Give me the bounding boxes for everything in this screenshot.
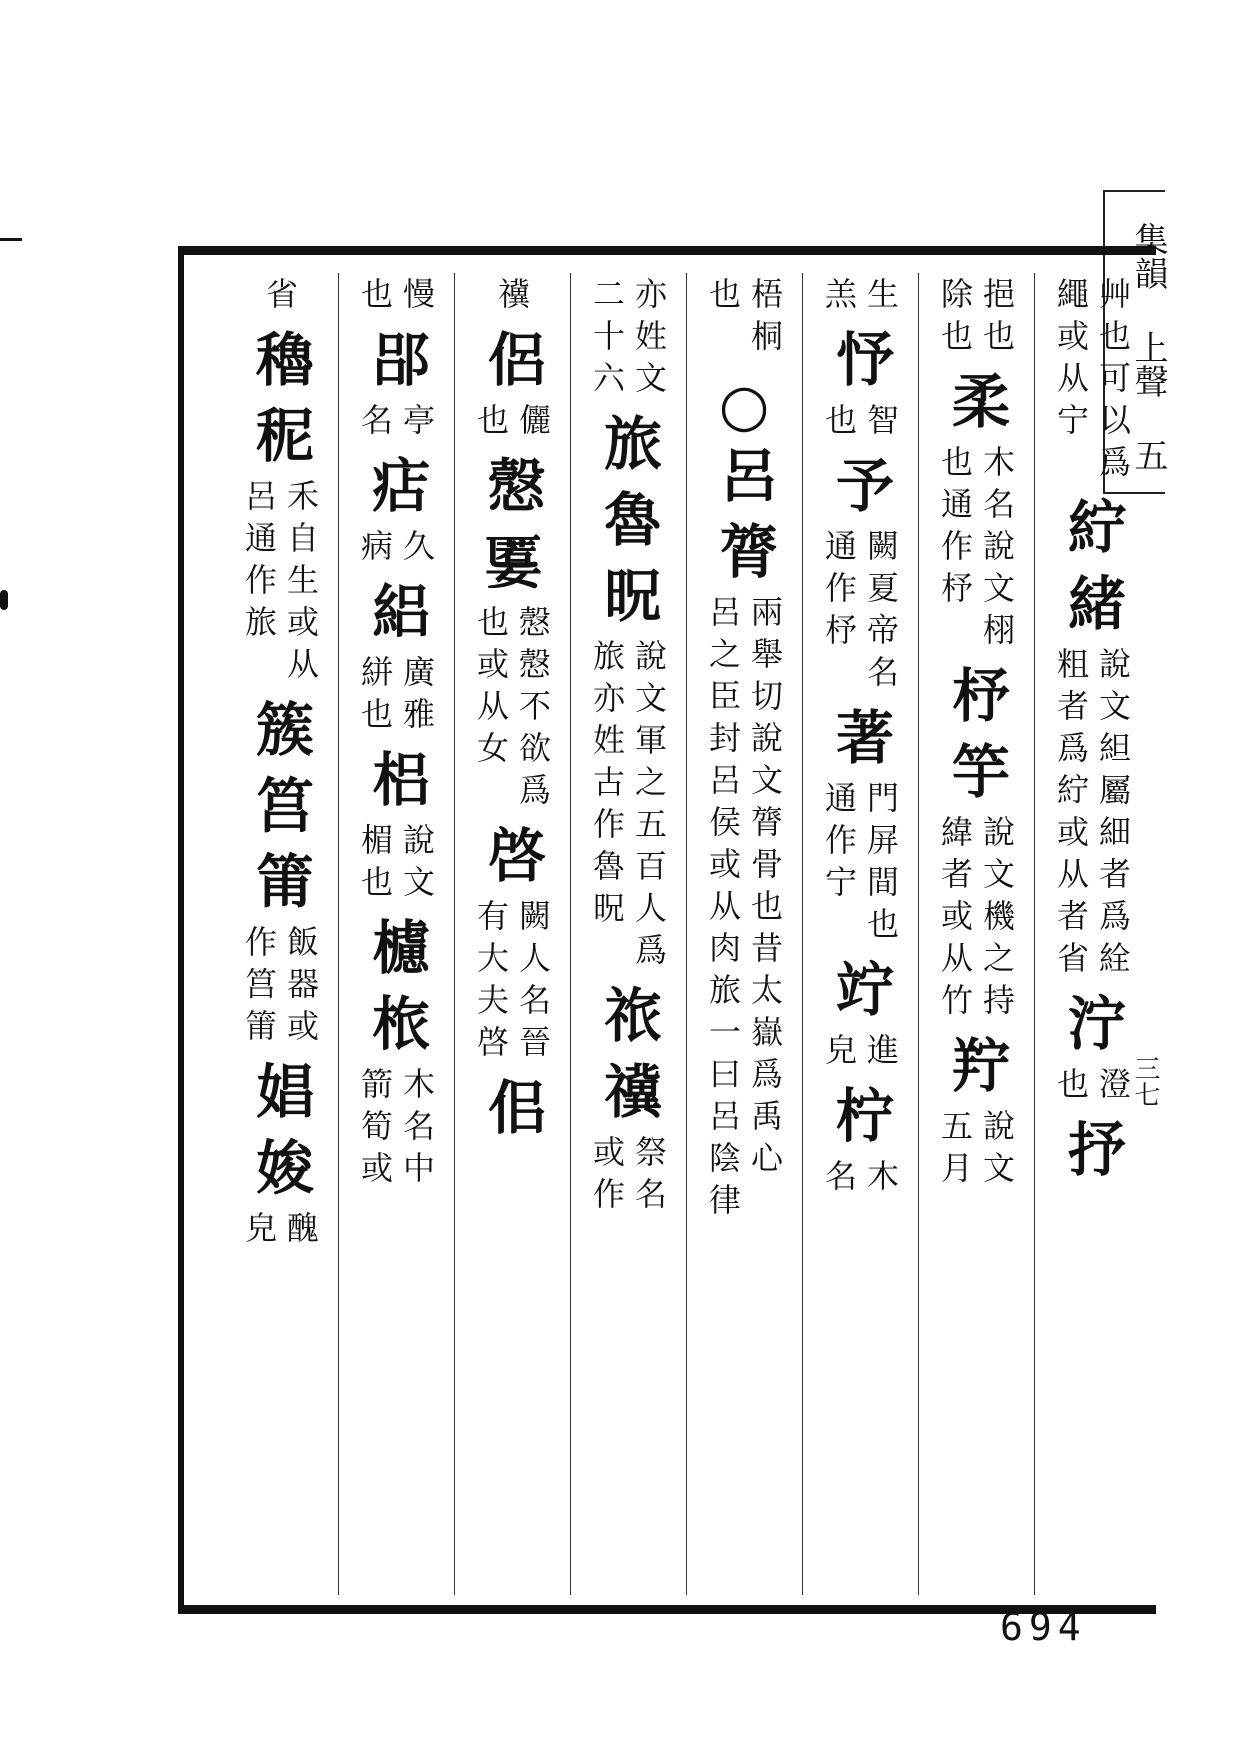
annotation-line: 慢 — [398, 277, 436, 319]
annotation-line: 五月 — [936, 1109, 974, 1193]
annotation-line: 說文軍之五百人爲 — [630, 639, 668, 975]
headword: 絽 — [362, 581, 430, 645]
headword: 佀 — [478, 1077, 546, 1141]
headword: 竽 — [942, 741, 1010, 805]
annotation — [240, 1211, 320, 1253]
annotation-line: 羔 — [820, 277, 858, 319]
annotation-line: 名 — [820, 1159, 858, 1201]
headword: 啓 — [478, 825, 546, 889]
annotation-line: 禾自生或从 — [282, 479, 320, 689]
annotation — [1052, 277, 1132, 487]
annotation-line: 絣也 — [356, 655, 394, 739]
text-column — [1034, 273, 1150, 1595]
annotation — [1052, 1067, 1132, 1109]
annotation — [472, 899, 552, 1067]
headword: 𡠷 — [478, 531, 546, 595]
text-column — [802, 273, 919, 1595]
headword: 竚 — [826, 959, 894, 1023]
annotation-line: 亭 — [398, 403, 436, 445]
annotation-line: 艸也可以爲 — [1094, 277, 1132, 487]
text-column — [918, 273, 1035, 1595]
annotation-line: 病 — [356, 529, 394, 571]
annotation-line: 有大夫啓 — [472, 899, 510, 1067]
annotation-line: 梧桐 — [746, 277, 784, 361]
annotation-line: 也通作杼 — [936, 445, 974, 613]
headword: 旅 — [594, 413, 662, 477]
headword: 紵 — [1058, 497, 1126, 561]
annotation-line: 進 — [862, 1033, 900, 1075]
page-number: 694 — [1000, 1605, 1087, 1649]
headword: 泞 — [1058, 993, 1126, 1057]
annotation — [820, 1159, 900, 1201]
page-header-tab: 集韻 上聲 五 — [1103, 190, 1165, 494]
annotation — [356, 823, 436, 907]
annotation-line: 旅亦姓古作魯㫛 — [588, 639, 626, 933]
annotation-line: 兩舉切說文膂骨也昔太嶽爲禹心 — [746, 595, 784, 1183]
side-marker: 三七 — [1130, 1055, 1160, 1107]
text-frame — [178, 246, 1160, 1614]
annotation — [820, 277, 900, 319]
headword: 羜 — [942, 1035, 1010, 1099]
annotation — [356, 529, 436, 571]
text-column — [570, 273, 687, 1595]
annotation-line: 智 — [862, 403, 900, 445]
annotation-line: 也 — [472, 403, 510, 445]
annotation-line: 名 — [356, 403, 394, 445]
annotation-line: 皃 — [820, 1033, 858, 1075]
annotation-line: 二十六 — [588, 277, 626, 403]
annotation-line: 或作 — [588, 1135, 626, 1219]
annotation — [704, 277, 784, 361]
text-column — [338, 273, 455, 1595]
annotation — [240, 925, 320, 1051]
text-column — [454, 273, 571, 1595]
text-column — [686, 273, 803, 1595]
headword: 郘 — [362, 329, 430, 393]
annotation-line: 也或从女 — [472, 605, 510, 773]
annotation-line: 木 — [862, 1159, 900, 1201]
annotation — [472, 403, 552, 445]
headword: 簇 — [246, 699, 314, 763]
annotation-line: 木名中 — [398, 1067, 436, 1193]
annotation — [240, 479, 320, 689]
annotation-line: 闕人名晉 — [514, 899, 552, 1067]
annotation-line: 粗者爲紵或从者省 — [1052, 647, 1090, 983]
headword: 筥 — [246, 775, 314, 839]
headword: 予 — [826, 455, 894, 519]
annotation — [936, 277, 1016, 361]
headword: 秜 — [246, 405, 314, 469]
annotation — [472, 605, 552, 815]
annotation-line: 繩或从宁 — [1052, 277, 1090, 445]
headword: 抒 — [1058, 1119, 1126, 1183]
annotation — [588, 639, 668, 975]
annotation — [1052, 647, 1132, 983]
annotation-line: 也 — [1052, 1067, 1090, 1109]
annotation-line: 省 — [261, 277, 299, 319]
headword: 緒 — [1058, 573, 1126, 637]
headword: 㫛 — [594, 565, 662, 629]
headword: 穭 — [246, 329, 314, 393]
annotation-line: 闕夏帝名 — [862, 529, 900, 697]
annotation-line: 挹也 — [978, 277, 1016, 361]
annotation — [356, 277, 436, 319]
annotation-line: 緯者或从竹 — [936, 815, 974, 1025]
headword: 祣 — [594, 985, 662, 1049]
annotation-line: 楣也 — [356, 823, 394, 907]
annotation-line: 廣雅 — [398, 655, 436, 739]
annotation — [493, 277, 531, 319]
headword: 膂 — [710, 521, 778, 585]
margin-tick — [0, 590, 8, 610]
annotation-line: 𥜥 — [493, 277, 531, 319]
headword: 𢡱 — [478, 455, 546, 519]
headword: ○呂 — [710, 371, 778, 509]
annotation — [820, 1033, 900, 1075]
headword: 㛖 — [246, 1137, 314, 1201]
annotation-line: 說文機之持 — [978, 815, 1016, 1025]
annotation-line: 皃 — [240, 1211, 278, 1253]
annotation-line: 飯器或 — [282, 925, 320, 1051]
headword: 魯 — [594, 489, 662, 553]
headword: 著 — [826, 707, 894, 771]
headword: 梠 — [362, 749, 430, 813]
headword: 柔 — [942, 371, 1010, 435]
annotation — [356, 403, 436, 445]
annotation — [704, 595, 784, 1225]
headword: 柠 — [826, 1085, 894, 1149]
annotation-line: 說文 — [978, 1109, 1016, 1193]
annotation — [936, 445, 1016, 655]
annotation — [936, 815, 1016, 1025]
annotation-line: 門屏間也 — [862, 781, 900, 949]
annotation-line: 也 — [820, 403, 858, 445]
annotation-line: 除也 — [936, 277, 974, 361]
annotation — [936, 1109, 1016, 1193]
headword: 娼 — [246, 1061, 314, 1125]
annotation — [820, 529, 900, 697]
headword: 忬 — [826, 329, 894, 393]
annotation-line: 祭名 — [630, 1135, 668, 1219]
annotation-line: 說文 — [398, 823, 436, 907]
headword: 侶 — [478, 329, 546, 393]
annotation-line: 也 — [704, 277, 742, 319]
annotation — [588, 1135, 668, 1219]
annotation-line: 久 — [398, 529, 436, 571]
text-column — [222, 273, 339, 1595]
annotation-line: 亦姓文 — [630, 277, 668, 403]
annotation-line: 說文䋎屬細者爲絟 — [1094, 647, 1132, 983]
annotation — [820, 403, 900, 445]
annotation-line: 箭筍或 — [356, 1067, 394, 1193]
headword: 㭚 — [362, 993, 430, 1057]
annotation-line: 呂通作旅 — [240, 479, 278, 647]
annotation — [356, 1067, 436, 1193]
annotation — [261, 277, 299, 319]
annotation — [356, 655, 436, 739]
annotation-line: 澄 — [1094, 1067, 1132, 1109]
annotation-line: 儷 — [514, 403, 552, 445]
annotation-line: 生 — [862, 277, 900, 319]
annotation — [820, 781, 900, 949]
annotation-line: 作筥𥮉 — [240, 925, 278, 1051]
annotation — [588, 277, 668, 403]
headword: 杼 — [942, 665, 1010, 729]
annotation-line: 𢡱𢡱不欲爲 — [514, 605, 552, 815]
headword: 痁 — [362, 455, 430, 519]
annotation-line: 木名說文栩 — [978, 445, 1016, 655]
annotation-line: 醜 — [282, 1211, 320, 1253]
annotation-line: 通作杼 — [820, 529, 858, 655]
annotation-line: 也 — [356, 277, 394, 319]
headword: 𥜥 — [594, 1061, 662, 1125]
headword: 𥮉 — [246, 851, 314, 915]
headword: 櫖 — [362, 917, 430, 981]
annotation-line: 通作宁 — [820, 781, 858, 907]
annotation-line: 呂之臣封呂侯或从肉旅一曰呂陰律 — [704, 595, 742, 1225]
margin-tick — [0, 238, 22, 241]
